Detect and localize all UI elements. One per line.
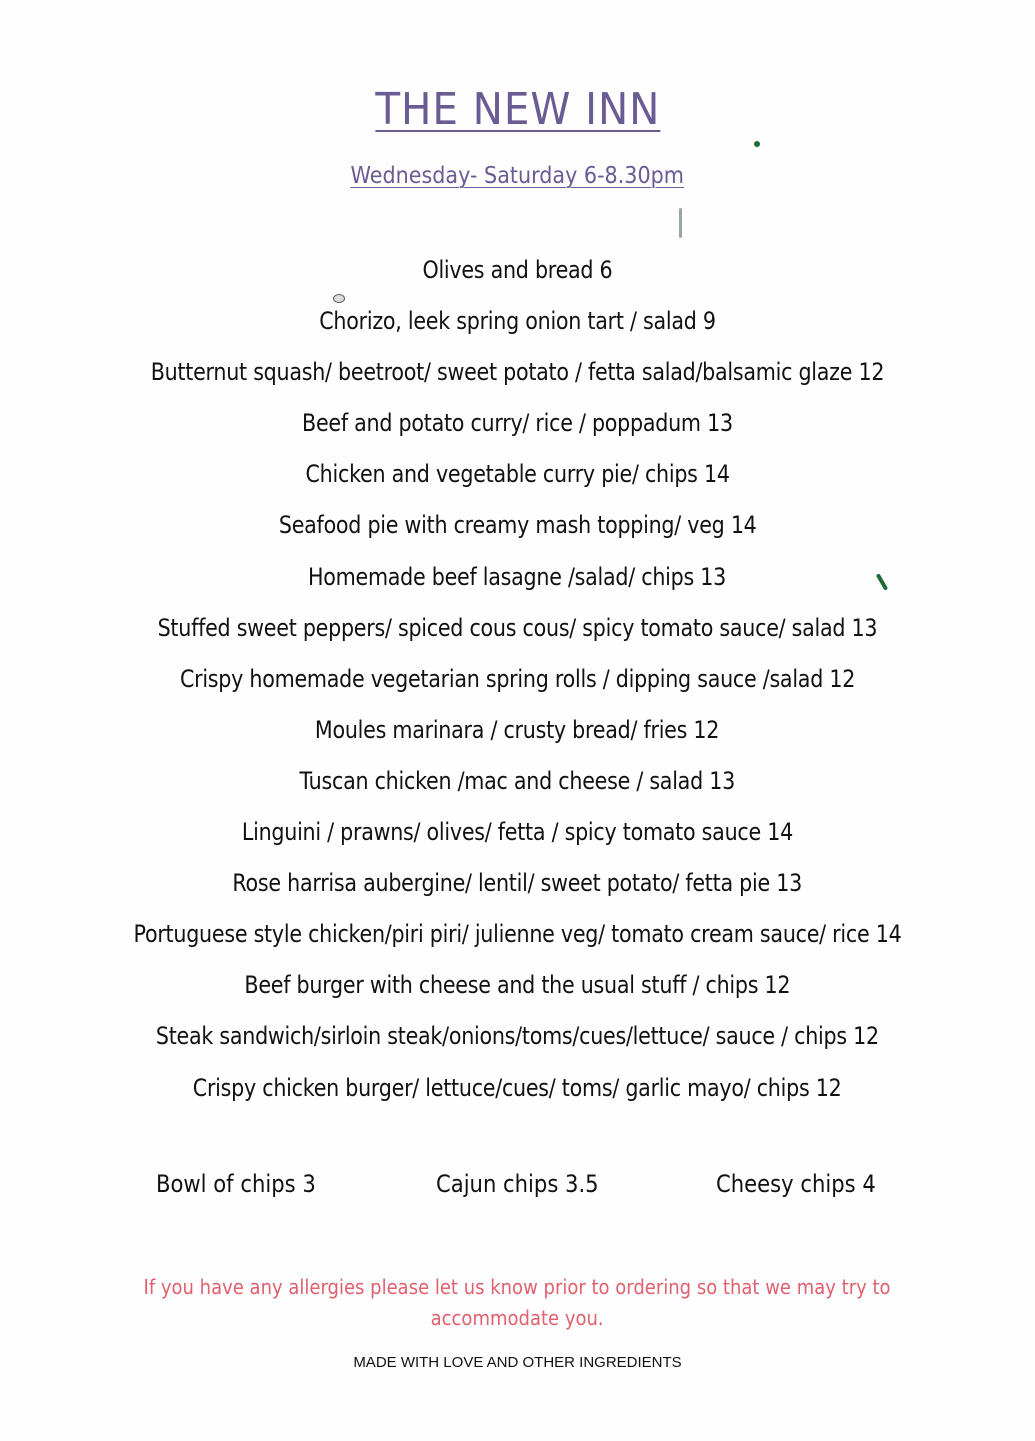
menu-item: Moules marinara / crusty bread/ fries 12 (315, 715, 720, 744)
menu-item: Crispy homemade vegetarian spring rolls / dipping sauce /salad 12 (179, 664, 856, 693)
menu-item: Homemade beef lasagne /salad/ chips 13 (308, 562, 727, 591)
menu-item: Stuffed sweet peppers/ spiced cous cous/ spicy tomato sauce/ salad 13 (157, 613, 878, 642)
menu-item: Beef burger with cheese and the usual stuff / chips 12 (244, 971, 791, 1000)
scan-speck-mark (679, 208, 682, 238)
menu-item: Steak sandwich/sirloin steak/onions/toms/cues/lettuce/ sauce / chips 12 (155, 1022, 880, 1051)
side-cheesy-chips: Cheesy chips 4 (716, 1170, 876, 1198)
allergy-notice (90, 1272, 945, 1334)
menu-item: Tuscan chicken /mac and cheese / salad 13 (299, 766, 736, 795)
menu-item: Crispy chicken burger/ lettuce/cues/ toms/ garlic mayo/ chips 12 (193, 1073, 842, 1102)
page-title (0, 84, 1035, 136)
menu-item: Butternut squash/ beetroot/ sweet potato / fetta salad/balsamic glaze 12 (150, 358, 885, 387)
hours-text: Wednesday- Saturday 6-8.30pm (350, 163, 685, 189)
footer-tagline: MADE WITH LOVE AND OTHER INGREDIENTS (353, 1354, 682, 1371)
side-cajun-chips: Cajun chips 3.5 (436, 1170, 599, 1198)
opening-hours (0, 160, 1035, 192)
menu-item: Portuguese style chicken/piri piri/ julienne veg/ tomato cream sauce/ rice 14 (133, 920, 902, 949)
menu-item: Linguini / prawns/ olives/ fetta / spicy tomato sauce 14 (241, 818, 794, 847)
menu-item: Seafood pie with creamy mash topping/ veg 14 (278, 511, 757, 540)
menu-list (0, 250, 1035, 1119)
sides-row (0, 1170, 1035, 1210)
menu-item: Olives and bread 6 (422, 256, 613, 284)
side-bowl-of-chips: Bowl of chips 3 (156, 1170, 316, 1198)
allergy-line-2: accommodate you. (430, 1306, 605, 1330)
menu-item: Beef and potato curry/ rice / poppadum 13 (302, 409, 733, 438)
title-text: THE NEW INN (375, 84, 660, 135)
scan-speck-dot (754, 141, 760, 147)
menu-item: Rose harrisa aubergine/ lentil/ sweet potato/ fetta pie 13 (232, 869, 803, 898)
menu-item: Chorizo, leek spring onion tart / salad 9 (319, 307, 716, 336)
allergy-line-1: If you have any allergies please let us know prior to ordering so that we may try to (143, 1275, 892, 1299)
menu-item: Chicken and vegetable curry pie/ chips 14 (305, 460, 730, 489)
